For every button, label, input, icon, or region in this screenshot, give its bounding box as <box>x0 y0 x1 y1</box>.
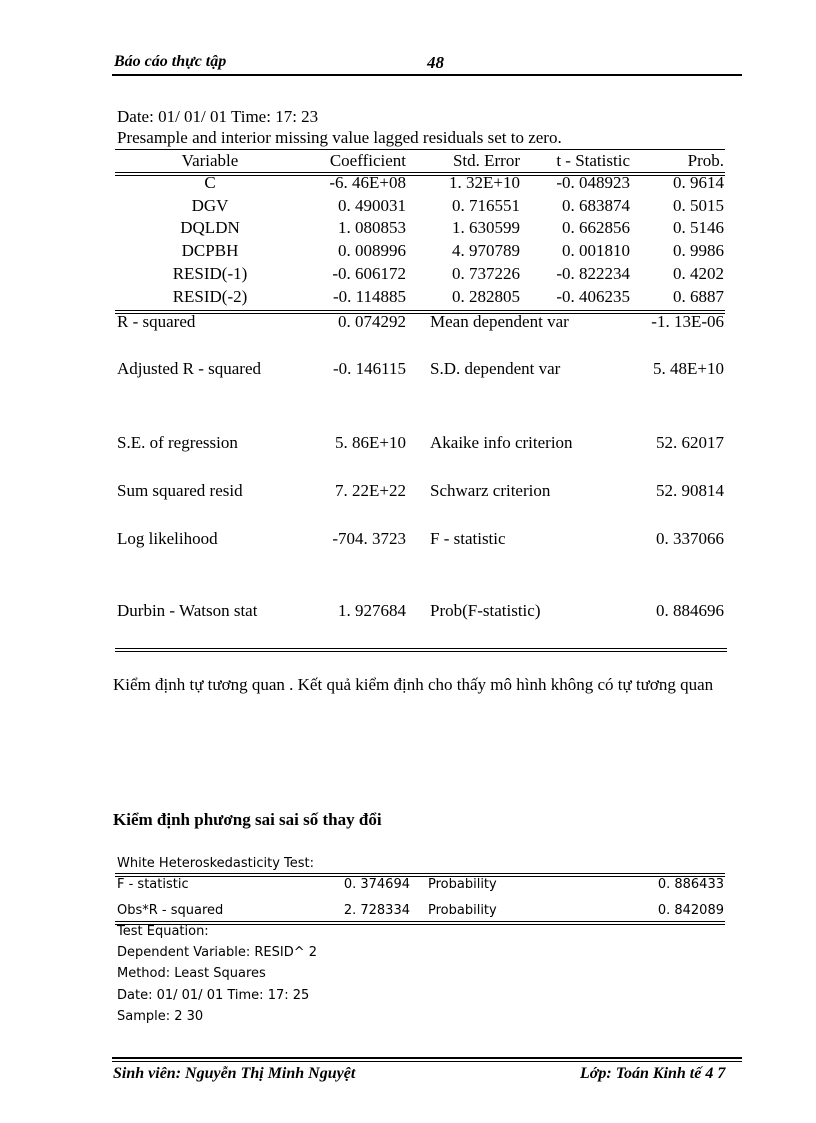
white-row-prob-value: 0. 842089 <box>657 903 724 918</box>
coef-prob: 0. 5015 <box>673 196 724 215</box>
stat-value: 1. 927684 <box>338 601 406 620</box>
coef-std-error: 1. 630599 <box>452 218 520 237</box>
coef-variable: DCPBH <box>181 241 239 260</box>
stat-label: R - squared <box>117 312 196 331</box>
coef-prob: 0. 4202 <box>673 264 724 283</box>
coef-std-error: 0. 282805 <box>452 287 520 306</box>
stat-value: 5. 86E+10 <box>335 433 406 452</box>
coef-coefficient: 1. 080853 <box>338 218 406 237</box>
coef-std-error: 1. 32E+10 <box>449 173 520 192</box>
coef-coefficient: 0. 490031 <box>338 196 406 215</box>
white-test-title: White Heteroskedasticity Test: <box>117 856 315 871</box>
stat-value: -0. 146115 <box>332 359 406 378</box>
coef-coefficient: 0. 008996 <box>338 241 406 260</box>
footer-rule-1 <box>112 1057 742 1059</box>
coef-prob: 0. 9986 <box>673 241 724 260</box>
coef-t-statistic: -0. 406235 <box>556 287 630 306</box>
conclusion-paragraph: Kiểm định tự tương quan . Kết quả kiểm định cho thấy mô hình không có tự tương quan <box>113 675 714 694</box>
stat-value-2: 0. 337066 <box>656 529 724 548</box>
white-row-value: 0. 374694 <box>343 877 410 892</box>
sample: Sample: 2 30 <box>117 1009 204 1024</box>
white-mid-rule-1 <box>115 921 725 922</box>
column-header-prob: Prob. <box>687 151 724 170</box>
coef-variable: RESID(-1) <box>172 264 248 283</box>
date-line: Date: 01/ 01/ 01 Time: 17: 23 <box>117 107 319 126</box>
white-row-prob-label: Probability <box>428 877 497 892</box>
stat-label-2: Mean dependent var <box>430 312 569 331</box>
white-row-label: Obs*R - squared <box>117 903 224 918</box>
column-header-std-error: Std. Error <box>452 151 520 170</box>
column-header-t-statistic: t - Statistic <box>556 151 630 170</box>
white-row-prob-value: 0. 886433 <box>657 877 724 892</box>
coef-prob: 0. 9614 <box>673 173 724 192</box>
stat-label-2: F - statistic <box>430 529 506 548</box>
stat-label: Adjusted R - squared <box>117 359 262 378</box>
white-row-prob-label: Probability <box>428 903 497 918</box>
coef-coefficient: -0. 114885 <box>332 287 406 306</box>
coef-prob: 0. 6887 <box>673 287 724 306</box>
table-bottom-rule-2 <box>115 651 727 652</box>
stat-label-2: Prob(F-statistic) <box>430 601 541 620</box>
stat-label: Log likelihood <box>117 529 218 548</box>
stat-label-2: Schwarz criterion <box>430 481 551 500</box>
test-equation-label: Test Equation: <box>117 924 209 939</box>
coef-t-statistic: 0. 001810 <box>562 241 630 260</box>
stat-value: -704. 3723 <box>332 529 406 548</box>
white-row-value: 2. 728334 <box>343 903 410 918</box>
stat-value-2: 5. 48E+10 <box>653 359 724 378</box>
coef-t-statistic: -0. 822234 <box>556 264 630 283</box>
footer-class: Lớp: Toán Kinh tế 4 7 <box>580 1065 726 1082</box>
stat-value-2: -1. 13E-06 <box>651 312 724 331</box>
table-bottom-rule-1 <box>115 648 727 649</box>
table-top-rule <box>115 149 725 150</box>
coef-std-error: 0. 737226 <box>452 264 520 283</box>
stat-label: S.E. of regression <box>117 433 238 452</box>
coef-variable: RESID(-2) <box>172 287 248 306</box>
white-date-line: Date: 01/ 01/ 01 Time: 17: 25 <box>117 988 310 1003</box>
coef-t-statistic: 0. 683874 <box>562 196 630 215</box>
presample-note: Presample and interior missing value lagged residuals set to zero. <box>117 128 562 147</box>
report-title: Báo cáo thực tập <box>114 53 227 70</box>
coef-std-error: 4. 970789 <box>452 241 520 260</box>
stat-label-2: S.D. dependent var <box>430 359 561 378</box>
coef-t-statistic: 0. 662856 <box>562 218 630 237</box>
footer-rule-2 <box>112 1061 742 1062</box>
column-header-coefficient: Coefficient <box>329 151 406 170</box>
stat-label-2: Akaike info criterion <box>430 433 573 452</box>
dependent-variable: Dependent Variable: RESID^ 2 <box>117 945 318 960</box>
footer-student: Sinh viên: Nguyễn Thị Minh Nguyệt <box>113 1065 356 1082</box>
coef-variable: DGV <box>191 196 229 215</box>
table-mid-rule-1 <box>115 310 725 311</box>
header-rule <box>112 74 742 76</box>
coef-variable: C <box>204 173 216 192</box>
coef-std-error: 0. 716551 <box>452 196 520 215</box>
coef-prob: 0. 5146 <box>673 218 724 237</box>
coef-t-statistic: -0. 048923 <box>556 173 630 192</box>
stat-value: 0. 074292 <box>338 312 406 331</box>
stat-value-2: 52. 62017 <box>656 433 724 452</box>
coef-coefficient: -6. 46E+08 <box>329 173 406 192</box>
stat-value: 7. 22E+22 <box>335 481 406 500</box>
coef-variable: DQLDN <box>180 218 240 237</box>
page-number: 48 <box>427 53 444 72</box>
white-top-rule-1 <box>115 873 725 874</box>
stat-value-2: 0. 884696 <box>656 601 724 620</box>
stat-label: Sum squared resid <box>117 481 243 500</box>
method: Method: Least Squares <box>117 966 266 981</box>
stat-label: Durbin - Watson stat <box>117 601 258 620</box>
column-header-variable: Variable <box>181 151 239 170</box>
stat-value-2: 52. 90814 <box>656 481 724 500</box>
section-title: Kiểm định phương sai sai số thay đổi <box>113 810 382 829</box>
white-row-label: F - statistic <box>117 877 189 892</box>
coef-coefficient: -0. 606172 <box>332 264 406 283</box>
